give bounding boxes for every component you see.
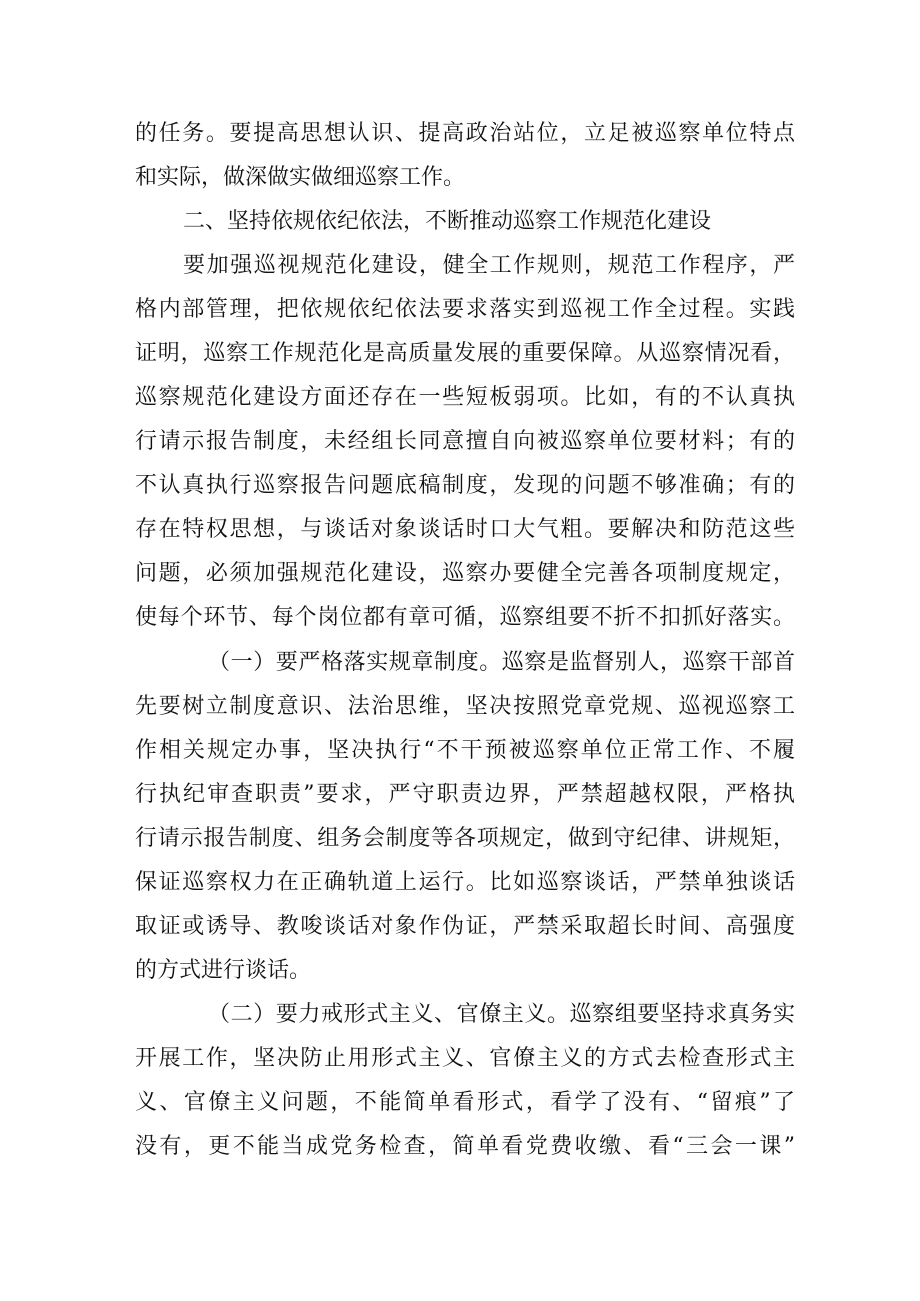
text-line: 作相关规定办事，坚决执行“不干预被巡察单位正常工作、不履: [135, 738, 795, 763]
text-line: 要加强巡视规范化建设，健全工作规则，规范工作程序，严: [183, 253, 795, 278]
text-line: 先要树立制度意识、法治思维，坚决按照党章党规、巡视巡察工: [135, 694, 795, 719]
text-line: 没有，更不能当成党务检查，简单看党费收缴、看“三会一课”: [135, 1134, 795, 1159]
text-line: 使每个环节、每个岗位都有章可循，巡察组要不折不扣抓好落实。: [135, 605, 795, 630]
text-line: 证明，巡察工作规范化是高质量发展的重要保障。从巡察情况看，: [135, 341, 795, 366]
text-line: 的方式进行谈话。: [135, 958, 312, 983]
subsection-heading-2: （二）要力戒形式主义、官僚主义。巡察组要坚持求真务实: [208, 1002, 795, 1027]
text-line: 开展工作，坚决防止用形式主义、官僚主义的方式去检查形式主: [135, 1046, 795, 1071]
text-line: 存在特权思想，与谈话对象谈话时口大气粗。要解决和防范这些: [135, 517, 795, 542]
section-heading: 二、坚持依规依纪依法，不断推动巡察工作规范化建设: [183, 209, 712, 234]
text-line: 的任务。要提高思想认识、提高政治站位，立足被巡察单位特点: [135, 121, 795, 146]
text-line: 和实际，做深做实做细巡察工作。: [135, 165, 466, 190]
text-line: 保证巡察权力在正确轨道上运行。比如巡察谈话，严禁单独谈话: [135, 870, 795, 895]
subsection-heading-1: （一）要严格落实规章制度。巡察是监督别人，巡察干部首: [208, 650, 795, 675]
text-line: 行请示报告制度，未经组长同意擅自向被巡察单位要材料；有的: [135, 429, 795, 454]
text-line: 巡察规范化建设方面还存在一些短板弱项。比如，有的不认真执: [135, 385, 795, 410]
text-line: 行请示报告制度、组务会制度等各项规定，做到守纪律、讲规矩，: [135, 826, 795, 851]
text-line: 格内部管理，把依规依纪依法要求落实到巡视工作全过程。实践: [135, 297, 795, 322]
text-line: 行执纪审查职责”要求，严守职责边界，严禁超越权限，严格执: [135, 782, 795, 807]
text-line: 问题，必须加强规范化建设，巡察办要健全完善各项制度规定，: [135, 561, 795, 586]
text-line: 取证或诱导、教唆谈话对象作伪证，严禁采取超长时间、高强度: [135, 914, 795, 939]
text-line: 义、官僚主义问题，不能简单看形式，看学了没有、“留痕”了: [135, 1090, 795, 1115]
text-line: 不认真执行巡察报告问题底稿制度，发现的问题不够准确；有的: [135, 473, 795, 498]
